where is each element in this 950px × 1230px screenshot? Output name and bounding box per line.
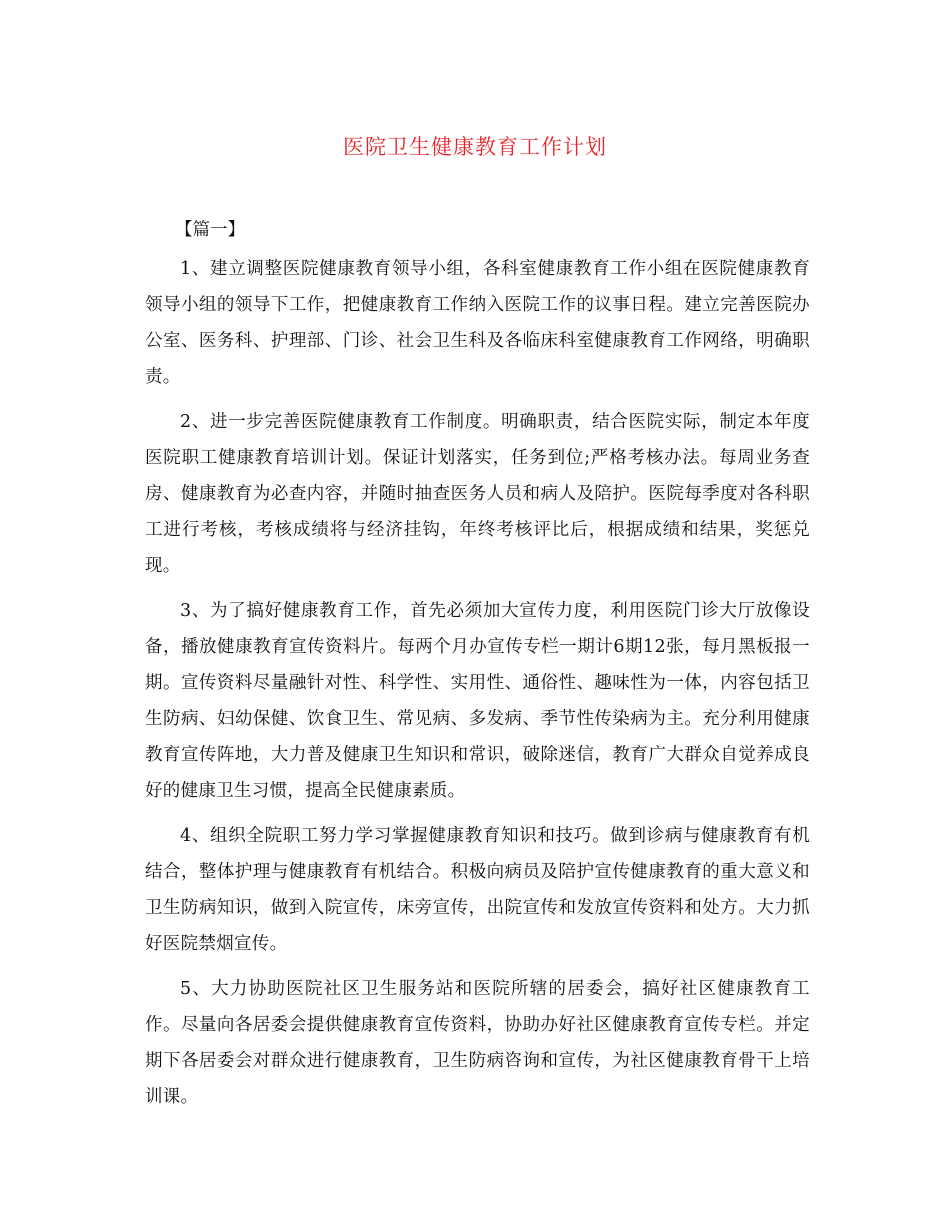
paragraph-1: 1、建立调整医院健康教育领导小组，各科室健康教育工作小组在医院健康教育领导小组的领导下工作，把健康教育工作纳入医院工作的议事日程。建立完善医院办公室、医务科、护理部、门诊、社会卫生科及各临床科室健康教育工作网络，明确职责。 <box>145 259 810 387</box>
paragraph-5: 5、大力协助医院社区卫生服务站和医院所辖的居委会，搞好社区健康教育工作。尽量向各居委会提供健康教育宣传资料，协助办好社区健康教育宣传专栏。并定期下各居委会对群众进行健康教育，卫生防病咨询和宣传，为社区健康教育骨干上培训课。 <box>145 979 810 1107</box>
document-title: 医院卫生健康教育工作计划 <box>343 135 607 159</box>
section-heading: 【篇一】 <box>175 220 245 240</box>
paragraph-4: 4、组织全院职工努力学习掌握健康教育知识和技巧。做到诊病与健康教育有机结合，整体护理与健康教育有机结合。积极向病员及陪护宣传健康教育的重大意义和卫生防病知识，做到入院宣传，床旁宣传，出院宣传和发放宣传资料和处方。大力抓好医院禁烟宣传。 <box>145 826 810 954</box>
paragraph-2: 2、进一步完善医院健康教育工作制度。明确职责，结合医院实际，制定本年度医院职工健康教育培训计划。保证计划落实，任务到位;严格考核办法。每周业务查房、健康教育为必查内容，并随时抽查医务人员和病人及陪护。医院每季度对各科职工进行考核，考核成绩将与经济挂钩，年终考核评比后，根据成绩和结果，奖惩兑现。 <box>145 412 810 576</box>
paragraph-3: 3、为了搞好健康教育工作，首先必须加大宣传力度，利用医院门诊大厅放像设备，播放健康教育宣传资料片。每两个月办宣传专栏一期计6期12张，每月黑板报一期。宣传资料尽量融针对性、科学性、实用性、通俗性、趣味性为一体，内容包括卫生防病、妇幼保健、饮食卫生、常见病、多发病、季节性传染病为主。充分利用健康教育宣传阵地，大力普及健康卫生知识和常识，破除迷信，教育广大群众自觉养成良好的健康卫生习惯，提高全民健康素质。 <box>145 601 810 801</box>
document-body <box>145 214 810 1124</box>
